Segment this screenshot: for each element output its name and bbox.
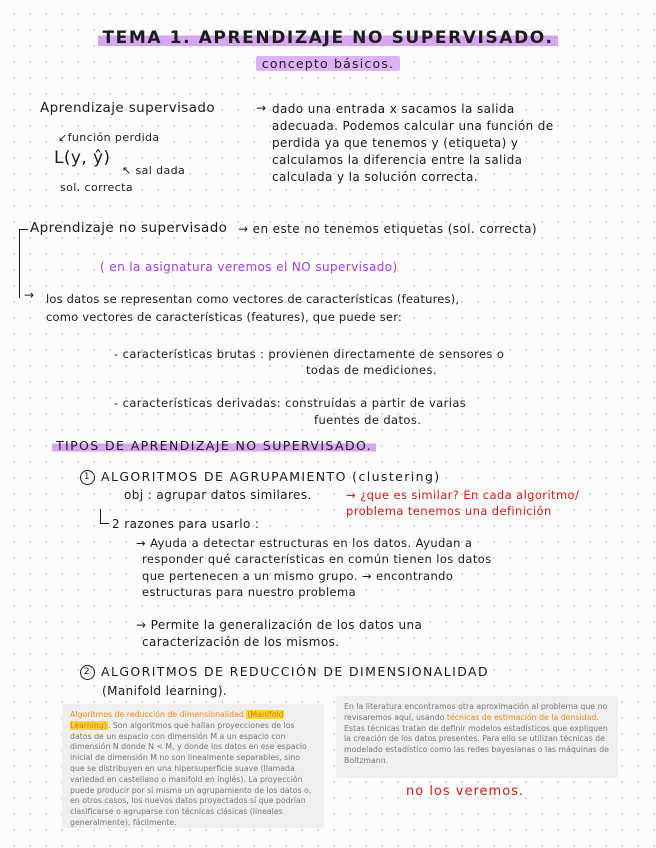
dimred-heading <box>80 664 489 680</box>
reason-2-line-2: caracterización de los mismos. <box>142 635 340 649</box>
loss-formula: L(y, ŷ) <box>54 148 111 168</box>
reason-1-line-4: estructuras para nuestro problema <box>142 585 357 599</box>
subtitle-text: concepto básicos. <box>256 56 400 71</box>
reason-1-line-3: que pertenecen a un mismo grupo. → encontrando <box>142 569 454 583</box>
card-left-text <box>70 710 316 829</box>
title-text: TEMA 1. APRENDIZAJE NO SUPERVISADO. <box>98 28 557 48</box>
card-left-lead: Algoritmos de reducción de dimensionalidad <box>70 710 244 719</box>
supervised-line-1: dado una entrada x sacamos la salida <box>272 102 515 116</box>
number-circle: 2 <box>80 665 95 680</box>
clustering-similarity-note-2: problema tenemos una definición <box>346 504 552 518</box>
annotation-correct-solution: sol. correcta <box>60 181 133 194</box>
unsupervised-note: ( en la asignatura veremos el NO supervisado) <box>100 260 398 274</box>
dimred-title: ALGORITMOS DE REDUCCIÓN DE DIMENSIONALIDAD <box>101 664 489 679</box>
reason-1-line-1: → Ayuda a detectar estructuras en los datos. Ayudan a <box>136 536 473 550</box>
supervised-line-4: calculamos la diferencia entre la salida <box>272 153 523 167</box>
types-heading <box>52 438 376 454</box>
derived-features-line-1: - características derivadas: construidas a partir de varias <box>114 396 467 410</box>
pasted-card-left <box>62 704 324 828</box>
unsupervised-line-1: → en este no tenemos etiquetas (sol. correcta) <box>238 222 537 236</box>
dimred-subtitle: (Manifold learning). <box>102 684 228 698</box>
card-right-text <box>344 702 610 767</box>
clustering-title: ALGORITMOS DE AGRUPAMIENTO (clustering) <box>101 469 441 484</box>
card-left-tag: (Manifold Learning) <box>70 710 284 730</box>
clustering-objective: obj : agrupar datos similares. <box>124 488 312 502</box>
raw-features-line-2: todas de mediciones. <box>306 363 437 377</box>
hook-arrow <box>100 509 109 524</box>
page-subtitle <box>0 56 656 72</box>
no-see-note: no los veremos. <box>406 784 525 799</box>
pasted-card-right <box>336 696 618 778</box>
derived-features-line-2: fuentes de datos. <box>314 413 422 427</box>
card-right-body-1: En la literatura encontramos otra aproximación al problema que no revisaremos aquí, usando <box>344 702 608 722</box>
number-circle: 1 <box>80 470 95 485</box>
reason-2-line-1: → Permite la generalización de los datos una <box>136 618 423 632</box>
card-right-link: técnicas de estimación de la densidad <box>446 712 597 722</box>
supervised-arrow: → <box>256 101 267 115</box>
clustering-similarity-note-1: → ¿que es similar? En cada algoritmo/ <box>346 488 580 502</box>
supervised-line-3: perdida ya que tenemos y (etiqueta) y <box>272 136 519 150</box>
annotation-loss-function: ↙función perdida <box>58 131 160 144</box>
supervised-line-2: adecuada. Podemos calcular una función de <box>272 119 554 133</box>
clustering-reasons: 2 razones para usarlo : <box>112 517 260 531</box>
unsupervised-term: Aprendizaje no supervisado <box>30 220 228 236</box>
supervised-term: Aprendizaje supervisado <box>40 100 216 116</box>
bracket-arrow: → <box>24 288 35 302</box>
page-title <box>0 30 656 46</box>
supervised-line-5: calculada y la solución correcta. <box>272 170 478 184</box>
types-heading-text: TIPOS DE APRENDIZAJE NO SUPERVISADO. <box>52 438 376 453</box>
clustering-heading <box>80 469 441 485</box>
unsupervised-line-2: los datos se representan como vectores de características (features), <box>46 292 460 306</box>
card-left-body: . Son algoritmos que hallan proyecciones de los datos de un espacio con dimensión M a un espacio con dimensión N donde N < M, y donde los datos en ese espacio inicial de dimensión M no son linealmente separables, sino que se distribuyen en una hipersuperficie suave (llamada variedad en castellano o manifold en inglés). La proyección puede producir por sí misma un agrupamiento de los datos o, en otros casos, los nuevos datos proyectados sí que podrían clasificarse o agruparse con técnicas clásicas (lineales generalmente), fácilmente. <box>70 720 312 827</box>
card-right-body-2: . Estas técnicas tratan de definir modelos estadísticos que expliquen la creación de los datos presentes. Para ello se utilizan técnicas de modelado estadístico como las redes bayesianas o las máquinas de Boltzmann. <box>344 712 609 765</box>
annotation-given-output: ↖ sal dada <box>122 164 186 177</box>
reason-1-line-2: responder qué características en común tienen los datos <box>142 552 492 566</box>
unsupervised-line-3: como vectores de características (features), que puede ser: <box>46 310 402 324</box>
raw-features-line-1: - características brutas : provienen directamente de sensores o <box>114 347 505 361</box>
